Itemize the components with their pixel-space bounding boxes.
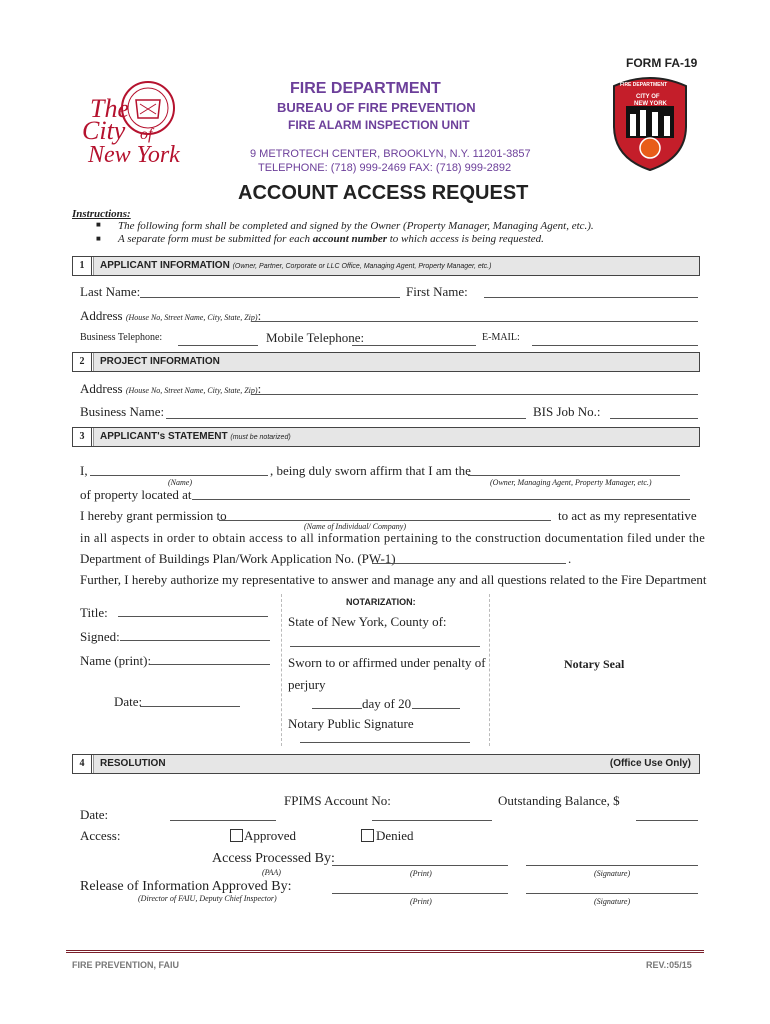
instruction-2 <box>118 233 544 245</box>
release-print-field[interactable] <box>332 893 508 894</box>
approved-checkbox[interactable] <box>230 829 243 842</box>
instruction-1: The following form shall be completed and signed by the Owner (Property Manager, Managing Agent, etc.). <box>118 220 594 232</box>
bis-job-field[interactable] <box>610 418 698 419</box>
title-label: Title: <box>80 605 108 620</box>
section-title: PROJECT INFORMATION <box>100 356 220 367</box>
business-name-label: Business Name: <box>80 404 165 419</box>
page-title: ACCOUNT ACCESS REQUEST <box>238 182 529 204</box>
instruction-2-bold: account number <box>312 233 387 245</box>
day-of-label: day of 20 <box>362 696 412 711</box>
perjury-label: perjury <box>288 677 326 692</box>
logo-of: of <box>140 126 153 143</box>
date-label: Date: <box>114 694 143 709</box>
section-2-header <box>72 352 700 372</box>
all-aspects-text: in all aspects in order to obtain access to all information pertaining to the construction documentation filed under the <box>80 531 706 545</box>
phone-line: TELEPHONE: (718) 999-2469 FAX: (718) 999-2892 <box>258 162 512 174</box>
section-title: RESOLUTION <box>100 758 166 769</box>
section-1-header <box>72 256 700 276</box>
logo-the: The <box>90 94 129 123</box>
footer-left: FIRE PREVENTION, FAIU <box>72 960 180 970</box>
address-hint: (House No, Street Name, City, State, Zip) <box>125 313 258 322</box>
last-name-field[interactable] <box>140 297 400 298</box>
project-address-field[interactable] <box>252 394 698 395</box>
applicant-name-field[interactable] <box>90 475 268 476</box>
representative-name-field[interactable] <box>219 520 551 521</box>
address-hint: (House No, Street Name, City, State, Zip) <box>125 386 258 395</box>
name-print-label: Name (print): <box>80 653 152 668</box>
business-phone-field[interactable] <box>178 345 258 346</box>
section-number: 4 <box>73 755 92 773</box>
footer-right: REV.:05/15 <box>646 960 692 970</box>
role-field[interactable] <box>468 475 680 476</box>
nyc-seal-logo <box>78 78 188 174</box>
state-label: State of New York, County of: <box>288 614 447 629</box>
notarization-heading: NOTARIZATION: <box>346 597 416 607</box>
signature-hint: (Signature) <box>594 897 631 906</box>
statement-date-field[interactable] <box>140 706 240 707</box>
resolution-date-label: Date: <box>80 807 109 822</box>
form-number: FORM FA-19 <box>626 56 698 70</box>
bis-job-label: BIS Job No.: <box>533 404 601 419</box>
applicant-address-label <box>80 308 261 324</box>
email-field[interactable] <box>532 345 698 346</box>
property-location-field[interactable] <box>192 499 690 500</box>
badge-text-1: FIRE DEPARTMENT <box>620 82 668 88</box>
address-label: Address <box>80 381 123 396</box>
resolution-date-field[interactable] <box>170 820 276 821</box>
release-label: Release of Information Approved By: <box>80 879 292 894</box>
bullet-icon: ■ <box>96 220 101 229</box>
section-title: APPLICANT INFORMATION <box>100 260 230 271</box>
notary-signature-field[interactable] <box>300 742 470 743</box>
release-signature-field[interactable] <box>526 893 698 894</box>
representative-label: to act as my representative <box>558 508 697 523</box>
logo-newyork: New York <box>88 142 180 168</box>
balance-label: Outstanding Balance, $ <box>498 793 620 808</box>
footer-divider <box>66 950 704 953</box>
address-colon: : <box>257 381 262 396</box>
pw1-field[interactable] <box>372 563 566 564</box>
notary-right-border <box>489 594 490 746</box>
fpims-label: FPIMS Account No: <box>284 793 391 808</box>
project-address-label <box>80 381 261 397</box>
section-4-header <box>72 754 700 774</box>
i-label: I, <box>80 463 88 478</box>
office-use-label: (Office Use Only) <box>609 758 691 769</box>
owner-hint: (Owner, Managing Agent, Property Manager, etc.) <box>490 478 652 487</box>
section-subtitle: (must be notarized) <box>230 434 291 441</box>
individual-hint: (Name of Individual/ Company) <box>304 522 406 531</box>
notary-signature-label: Notary Public Signature <box>288 716 414 731</box>
instruction-2-tail: to which access is being requested. <box>389 233 544 245</box>
applicant-address-field[interactable] <box>252 321 698 322</box>
dob-period: . <box>568 551 572 566</box>
processed-label: Access Processed By: <box>212 851 335 866</box>
name-hint: (Name) <box>168 478 192 487</box>
last-name-label: Last Name: <box>80 284 141 299</box>
business-phone-label: Business Telephone: <box>80 332 163 343</box>
day-field[interactable] <box>312 708 362 709</box>
processed-signature-field[interactable] <box>526 865 698 866</box>
notary-left-border <box>281 594 282 746</box>
section-subtitle: (Owner, Partner, Corporate or LLC Office, Managing Agent, Property Manager, etc.) <box>232 263 492 270</box>
instruction-2-text: A separate form must be submitted for each <box>118 233 310 245</box>
fpims-field[interactable] <box>372 820 492 821</box>
section-3-header <box>72 427 700 447</box>
county-field[interactable] <box>290 646 480 647</box>
email-label: E-MAIL: <box>482 332 520 343</box>
paa-hint: (PAA) <box>262 868 281 877</box>
bureau-title: BUREAU OF FIRE PREVENTION <box>277 100 476 115</box>
denied-checkbox[interactable] <box>361 829 374 842</box>
notary-seal-label: Notary Seal <box>564 657 625 671</box>
processed-print-field[interactable] <box>332 865 508 866</box>
title-field[interactable] <box>118 616 268 617</box>
address-line: 9 METROTECH CENTER, BROOKLYN, N.Y. 11201-3857 <box>250 148 531 160</box>
grant-label: I hereby grant permission to <box>80 508 227 523</box>
instructions-heading: Instructions: <box>72 208 131 220</box>
section-number: 1 <box>73 257 92 275</box>
section-title: APPLICANT's STATEMENT <box>100 431 228 442</box>
mobile-phone-label: Mobile Telephone: <box>266 330 365 345</box>
logo-city: City <box>82 116 126 145</box>
year-field[interactable] <box>412 708 460 709</box>
name-print-field[interactable] <box>150 664 270 665</box>
director-hint: (Director of FAIU, Deputy Chief Inspector) <box>138 894 277 903</box>
signed-label: Signed: <box>80 629 120 644</box>
print-hint: (Print) <box>410 897 432 906</box>
dept-title: FIRE DEPARTMENT <box>290 80 441 97</box>
property-label: of property located at <box>80 487 192 502</box>
further-text: Further, I hereby authorize my representative to answer and manage any and all questions related to the Fire Department <box>80 572 707 587</box>
signed-field[interactable] <box>120 640 270 641</box>
sworn-to-label: Sworn to or affirmed under penalty of <box>288 655 486 670</box>
business-name-field[interactable] <box>166 418 526 419</box>
badge-text-2: CITY OF <box>636 94 660 100</box>
sworn-label: , being duly sworn affirm that I am the <box>270 463 471 478</box>
balance-field[interactable] <box>636 820 698 821</box>
section-number: 2 <box>73 353 92 371</box>
section-number: 3 <box>73 428 92 446</box>
dob-label: Department of Buildings Plan/Work Application No. (PW-1) <box>80 551 396 566</box>
approved-label: Approved <box>244 828 296 843</box>
address-label: Address <box>80 308 123 323</box>
access-label: Access: <box>80 828 121 843</box>
first-name-label: First Name: <box>406 284 468 299</box>
fdny-badge-logo <box>608 76 692 172</box>
mobile-phone-field[interactable] <box>352 345 476 346</box>
denied-label: Denied <box>376 828 414 843</box>
bullet-icon: ■ <box>96 234 101 243</box>
signature-hint: (Signature) <box>594 869 631 878</box>
first-name-field[interactable] <box>484 297 698 298</box>
badge-text-3: NEW YORK <box>634 101 667 107</box>
address-colon: : <box>257 308 262 323</box>
print-hint: (Print) <box>410 869 432 878</box>
unit-title: FIRE ALARM INSPECTION UNIT <box>288 118 470 132</box>
